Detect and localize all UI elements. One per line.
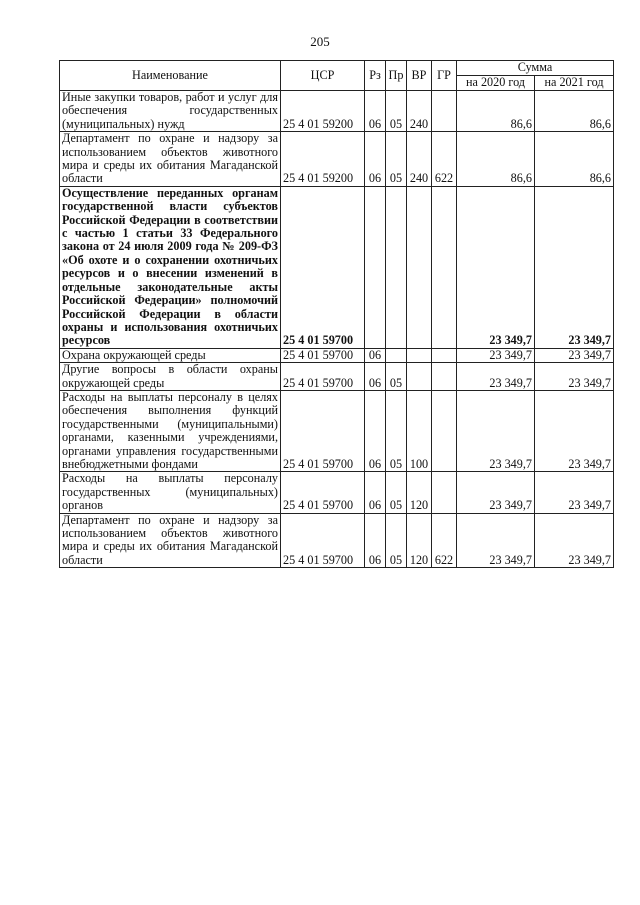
cell-rz: 06 (365, 390, 386, 471)
cell-sum-2021: 23 349,7 (535, 186, 614, 348)
cell-csr: 25 4 01 59200 (281, 132, 365, 187)
cell-pr: 05 (386, 513, 407, 568)
cell-sum-2020: 23 349,7 (457, 186, 535, 348)
cell-name: Расходы на выплаты персоналу в целях обеспечения выполнения функций государственными (муниципальными) органами, казенными учреждениями, органами управления государственными внебюджетными фондами (60, 390, 281, 471)
cell-name: Иные закупки товаров, работ и услуг для обеспечения государственных (муниципальных) нужд (60, 91, 281, 132)
cell-rz: 06 (365, 513, 386, 568)
table-row (60, 390, 614, 471)
cell-csr: 25 4 01 59700 (281, 472, 365, 513)
table-row (60, 472, 614, 513)
cell-vr: 120 (407, 472, 432, 513)
cell-rz: 06 (365, 363, 386, 391)
header-year-2020: на 2020 год (457, 76, 535, 91)
budget-table (59, 60, 614, 568)
header-rz: Рз (365, 61, 386, 91)
cell-gr (432, 91, 457, 132)
cell-pr: 05 (386, 363, 407, 391)
cell-sum-2021: 23 349,7 (535, 348, 614, 362)
cell-gr (432, 186, 457, 348)
cell-pr: 05 (386, 472, 407, 513)
cell-sum-2020: 23 349,7 (457, 363, 535, 391)
cell-csr: 25 4 01 59700 (281, 390, 365, 471)
header-sum: Сумма (457, 61, 614, 76)
table-row (60, 186, 614, 348)
cell-rz: 06 (365, 348, 386, 362)
cell-name: Осуществление переданных органам государственной власти субъектов Российской Федерации в соответствии с частью 1 статьи 33 Федерального закона от 24 июля 2009 года № 209-ФЗ «Об охоте и о сохранении охотничьих ресурсов и о внесении изменений в отдельные законодательные акты Российской Федерации» полномочий Российской Федерации в области охраны и использования охотничьих ресурсов (60, 186, 281, 348)
cell-rz: 06 (365, 472, 386, 513)
cell-vr: 240 (407, 132, 432, 187)
cell-gr (432, 348, 457, 362)
cell-name: Департамент по охране и надзору за использованием объектов животного мира и среды их обитания Магаданской области (60, 513, 281, 568)
cell-csr: 25 4 01 59700 (281, 186, 365, 348)
cell-vr (407, 348, 432, 362)
cell-name: Охрана окружающей среды (60, 348, 281, 362)
cell-gr: 622 (432, 132, 457, 187)
cell-gr: 622 (432, 513, 457, 568)
cell-csr: 25 4 01 59200 (281, 91, 365, 132)
cell-sum-2020: 86,6 (457, 132, 535, 187)
cell-sum-2021: 23 349,7 (535, 390, 614, 471)
cell-sum-2020: 23 349,7 (457, 513, 535, 568)
cell-sum-2021: 23 349,7 (535, 513, 614, 568)
cell-sum-2021: 23 349,7 (535, 472, 614, 513)
cell-csr: 25 4 01 59700 (281, 513, 365, 568)
cell-vr: 120 (407, 513, 432, 568)
cell-vr (407, 186, 432, 348)
cell-sum-2021: 23 349,7 (535, 363, 614, 391)
cell-sum-2021: 86,6 (535, 132, 614, 187)
header-name: Наименование (60, 61, 281, 91)
cell-sum-2020: 86,6 (457, 91, 535, 132)
table-row (60, 513, 614, 568)
cell-sum-2020: 23 349,7 (457, 472, 535, 513)
table-row (60, 132, 614, 187)
cell-pr: 05 (386, 390, 407, 471)
cell-rz (365, 186, 386, 348)
cell-gr (432, 363, 457, 391)
header-row (60, 61, 614, 76)
cell-sum-2020: 23 349,7 (457, 390, 535, 471)
cell-vr: 240 (407, 91, 432, 132)
table-row (60, 91, 614, 132)
header-pr: Пр (386, 61, 407, 91)
cell-rz: 06 (365, 91, 386, 132)
cell-pr: 05 (386, 132, 407, 187)
header-year-2021: на 2021 год (535, 76, 614, 91)
header-gr: ГР (432, 61, 457, 91)
table-row (60, 363, 614, 391)
table-body (60, 91, 614, 568)
cell-pr (386, 186, 407, 348)
header-vr: ВР (407, 61, 432, 91)
cell-gr (432, 472, 457, 513)
cell-sum-2020: 23 349,7 (457, 348, 535, 362)
cell-csr: 25 4 01 59700 (281, 348, 365, 362)
cell-name: Расходы на выплаты персоналу государственных (муниципальных) органов (60, 472, 281, 513)
cell-sum-2021: 86,6 (535, 91, 614, 132)
cell-vr (407, 363, 432, 391)
cell-pr (386, 348, 407, 362)
cell-pr: 05 (386, 91, 407, 132)
cell-vr: 100 (407, 390, 432, 471)
cell-name: Департамент по охране и надзору за использованием объектов животного мира и среды их обитания Магаданской области (60, 132, 281, 187)
cell-csr: 25 4 01 59700 (281, 363, 365, 391)
table-row (60, 348, 614, 362)
header-csr: ЦСР (281, 61, 365, 91)
page-number: 205 (310, 34, 330, 49)
cell-gr (432, 390, 457, 471)
cell-name: Другие вопросы в области охраны окружающей среды (60, 363, 281, 391)
cell-rz: 06 (365, 132, 386, 187)
